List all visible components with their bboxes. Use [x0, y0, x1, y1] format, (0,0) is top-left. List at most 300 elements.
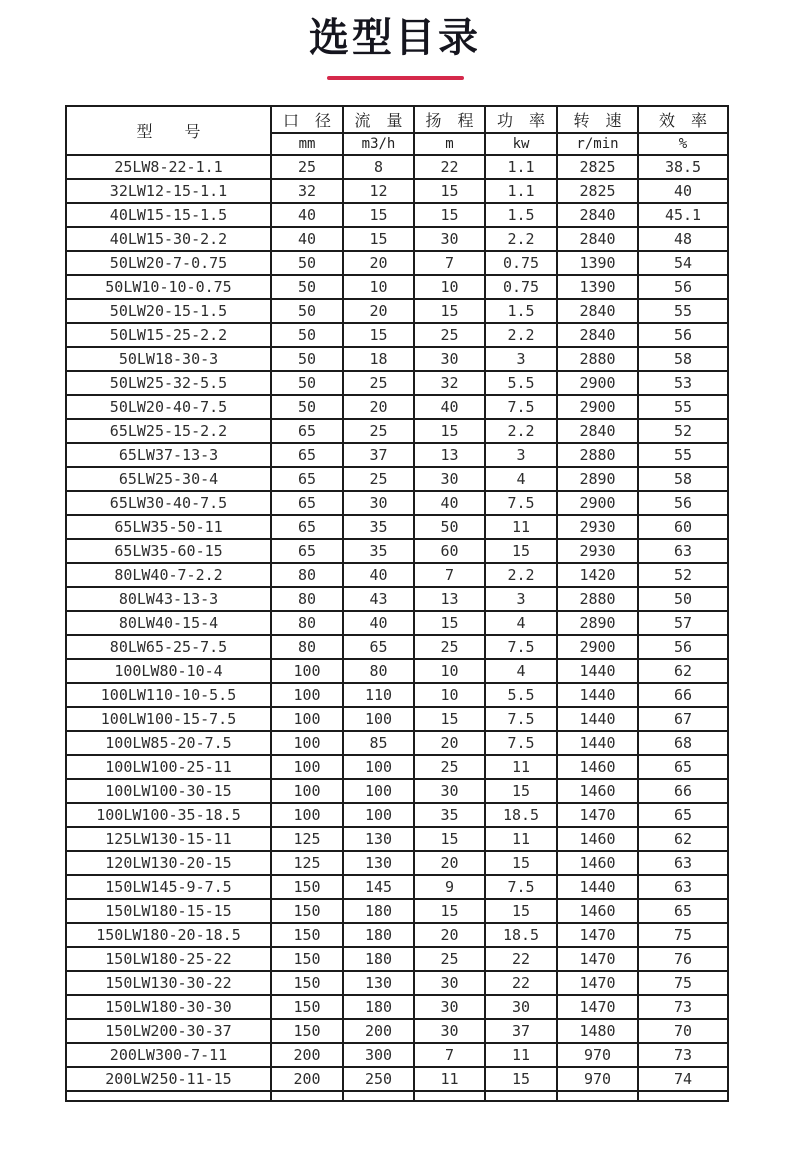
- table-row: [66, 851, 728, 875]
- cell-efficiency: 63: [638, 875, 728, 899]
- cell-efficiency: 58: [638, 467, 728, 491]
- table-row: [66, 875, 728, 899]
- cell-efficiency: 52: [638, 419, 728, 443]
- cell-head: 25: [414, 323, 485, 347]
- cell-head: 20: [414, 923, 485, 947]
- cell-efficiency: 65: [638, 803, 728, 827]
- cell-head: 10: [414, 683, 485, 707]
- table-row: [66, 371, 728, 395]
- cell-power: 0.75: [485, 275, 557, 299]
- cell-flow: 145: [343, 875, 414, 899]
- cell-efficiency: 66: [638, 683, 728, 707]
- cell-power: 4: [485, 467, 557, 491]
- table-row: [66, 443, 728, 467]
- cell-flow: 80: [343, 659, 414, 683]
- cell-efficiency: 63: [638, 539, 728, 563]
- cell-model: 100LW80-10-4: [66, 659, 271, 683]
- cell-diameter: 150: [271, 995, 343, 1019]
- table-row: [66, 611, 728, 635]
- cell-efficiency: 65: [638, 755, 728, 779]
- cell-model: 50LW15-25-2.2: [66, 323, 271, 347]
- cell-head: 30: [414, 467, 485, 491]
- cell-speed: 1470: [557, 995, 638, 1019]
- cell-efficiency: 75: [638, 923, 728, 947]
- table-row: [66, 299, 728, 323]
- cell-efficiency: 62: [638, 659, 728, 683]
- cell-efficiency: 73: [638, 1043, 728, 1067]
- cell-speed: 1440: [557, 875, 638, 899]
- cell-head: 13: [414, 443, 485, 467]
- cell-flow: 110: [343, 683, 414, 707]
- cell-head: 25: [414, 635, 485, 659]
- cell-flow: 85: [343, 731, 414, 755]
- cell-power: 15: [485, 779, 557, 803]
- cell-efficiency: 54: [638, 251, 728, 275]
- cell-speed: 2840: [557, 323, 638, 347]
- cell: [638, 1091, 728, 1101]
- cell-flow: 25: [343, 371, 414, 395]
- cell-model: 50LW20-40-7.5: [66, 395, 271, 419]
- cell-power: 37: [485, 1019, 557, 1043]
- cell-flow: 43: [343, 587, 414, 611]
- table-row: [66, 251, 728, 275]
- cell-flow: 15: [343, 203, 414, 227]
- cell-diameter: 80: [271, 563, 343, 587]
- cell-power: 1.5: [485, 299, 557, 323]
- cell-head: 15: [414, 179, 485, 203]
- cell-head: 15: [414, 611, 485, 635]
- cell-efficiency: 55: [638, 299, 728, 323]
- cell-speed: 2900: [557, 635, 638, 659]
- cell-head: 7: [414, 1043, 485, 1067]
- table-row: [66, 635, 728, 659]
- table-row: [66, 563, 728, 587]
- cell-power: 15: [485, 851, 557, 875]
- cell-model: 50LW20-15-1.5: [66, 299, 271, 323]
- cell-model: 100LW85-20-7.5: [66, 731, 271, 755]
- table-row: [66, 275, 728, 299]
- cell-speed: 1470: [557, 923, 638, 947]
- cell-power: 4: [485, 611, 557, 635]
- cell-flow: 18: [343, 347, 414, 371]
- cell-flow: 250: [343, 1067, 414, 1091]
- table-row: [66, 827, 728, 851]
- cell-diameter: 65: [271, 467, 343, 491]
- cell-head: 40: [414, 491, 485, 515]
- cell-flow: 180: [343, 923, 414, 947]
- cell-efficiency: 66: [638, 779, 728, 803]
- cell-speed: 1460: [557, 899, 638, 923]
- cell-efficiency: 55: [638, 443, 728, 467]
- cell-flow: 65: [343, 635, 414, 659]
- cell-speed: 2840: [557, 419, 638, 443]
- cell-flow: 30: [343, 491, 414, 515]
- cell-head: 30: [414, 1019, 485, 1043]
- cell-speed: 2825: [557, 155, 638, 179]
- cell-speed: 2900: [557, 395, 638, 419]
- cell-speed: 2930: [557, 515, 638, 539]
- cell-diameter: 80: [271, 611, 343, 635]
- cell-head: 15: [414, 299, 485, 323]
- column-header-diameter: 口 径: [271, 106, 343, 133]
- cell-speed: 2930: [557, 539, 638, 563]
- cell-head: 15: [414, 827, 485, 851]
- cell-diameter: 32: [271, 179, 343, 203]
- cell-head: 10: [414, 275, 485, 299]
- cell-flow: 15: [343, 323, 414, 347]
- cell-efficiency: 38.5: [638, 155, 728, 179]
- cell-model: 65LW35-60-15: [66, 539, 271, 563]
- cell-speed: 2840: [557, 203, 638, 227]
- cell-speed: 2825: [557, 179, 638, 203]
- cell-efficiency: 65: [638, 899, 728, 923]
- cell-speed: 2900: [557, 371, 638, 395]
- cell-model: 120LW130-20-15: [66, 851, 271, 875]
- cell-flow: 130: [343, 851, 414, 875]
- cell-diameter: 200: [271, 1067, 343, 1091]
- cell-power: 7.5: [485, 491, 557, 515]
- cell: [271, 1091, 343, 1101]
- table-row: [66, 995, 728, 1019]
- cell-power: 11: [485, 1043, 557, 1067]
- cell-flow: 35: [343, 539, 414, 563]
- cell-head: 22: [414, 155, 485, 179]
- unit-flow: m3/h: [343, 133, 414, 155]
- column-header-model: 型 号: [66, 106, 271, 155]
- cell-diameter: 150: [271, 971, 343, 995]
- cell-efficiency: 56: [638, 275, 728, 299]
- table-row: [66, 923, 728, 947]
- table-row: [66, 227, 728, 251]
- cell-model: 65LW25-30-4: [66, 467, 271, 491]
- cell-diameter: 125: [271, 827, 343, 851]
- table-row: [66, 971, 728, 995]
- cell-head: 15: [414, 899, 485, 923]
- cell-efficiency: 76: [638, 947, 728, 971]
- cell-diameter: 200: [271, 1043, 343, 1067]
- cell-diameter: 150: [271, 947, 343, 971]
- table-row: [66, 179, 728, 203]
- cell-model: 100LW100-35-18.5: [66, 803, 271, 827]
- cell-model: 100LW100-30-15: [66, 779, 271, 803]
- cell-speed: 2880: [557, 443, 638, 467]
- cell-head: 30: [414, 227, 485, 251]
- cell-efficiency: 68: [638, 731, 728, 755]
- unit-speed: r/min: [557, 133, 638, 155]
- cell-power: 0.75: [485, 251, 557, 275]
- cell-flow: 20: [343, 251, 414, 275]
- cell-model: 150LW130-30-22: [66, 971, 271, 995]
- cell-flow: 35: [343, 515, 414, 539]
- cell-model: 150LW145-9-7.5: [66, 875, 271, 899]
- cell-diameter: 100: [271, 755, 343, 779]
- cell-diameter: 65: [271, 515, 343, 539]
- cell-flow: 8: [343, 155, 414, 179]
- cell-flow: 100: [343, 779, 414, 803]
- cell-power: 18.5: [485, 803, 557, 827]
- cell-flow: 40: [343, 611, 414, 635]
- cell-model: 125LW130-15-11: [66, 827, 271, 851]
- cell-efficiency: 60: [638, 515, 728, 539]
- cell-diameter: 100: [271, 683, 343, 707]
- cell-head: 20: [414, 851, 485, 875]
- cell-speed: 1440: [557, 707, 638, 731]
- cell-efficiency: 48: [638, 227, 728, 251]
- column-header-speed: 转 速: [557, 106, 638, 133]
- cell-speed: 2890: [557, 467, 638, 491]
- cell-speed: 1440: [557, 683, 638, 707]
- table-row: [66, 659, 728, 683]
- cell-diameter: 65: [271, 491, 343, 515]
- cell-efficiency: 40: [638, 179, 728, 203]
- unit-diameter: mm: [271, 133, 343, 155]
- cell-model: 32LW12-15-1.1: [66, 179, 271, 203]
- cell-speed: 970: [557, 1067, 638, 1091]
- cell-power: 2.2: [485, 323, 557, 347]
- cell-diameter: 50: [271, 395, 343, 419]
- cell-power: 7.5: [485, 395, 557, 419]
- cell-head: 25: [414, 947, 485, 971]
- cell-head: 15: [414, 203, 485, 227]
- cell-head: 30: [414, 995, 485, 1019]
- cell-flow: 12: [343, 179, 414, 203]
- cell-efficiency: 55: [638, 395, 728, 419]
- cell-power: 3: [485, 347, 557, 371]
- cell-efficiency: 57: [638, 611, 728, 635]
- cell-model: 80LW43-13-3: [66, 587, 271, 611]
- cell-head: 30: [414, 347, 485, 371]
- table-row: [66, 155, 728, 179]
- cell-speed: 970: [557, 1043, 638, 1067]
- cell-diameter: 100: [271, 803, 343, 827]
- cell-model: 25LW8-22-1.1: [66, 155, 271, 179]
- cell-flow: 200: [343, 1019, 414, 1043]
- cell-efficiency: 53: [638, 371, 728, 395]
- cell-power: 3: [485, 587, 557, 611]
- table-row: [66, 1067, 728, 1091]
- table-row: [66, 419, 728, 443]
- cell-flow: 40: [343, 563, 414, 587]
- cell-head: 13: [414, 587, 485, 611]
- cell-power: 7.5: [485, 731, 557, 755]
- cell-speed: 1470: [557, 971, 638, 995]
- cell-flow: 20: [343, 299, 414, 323]
- cell-speed: 2840: [557, 299, 638, 323]
- cell-diameter: 100: [271, 659, 343, 683]
- cell-model: 150LW180-25-22: [66, 947, 271, 971]
- cell-power: 11: [485, 827, 557, 851]
- cell-diameter: 100: [271, 707, 343, 731]
- cell-diameter: 50: [271, 323, 343, 347]
- cell: [343, 1091, 414, 1101]
- cell: [414, 1091, 485, 1101]
- cell-diameter: 50: [271, 299, 343, 323]
- cell-model: 40LW15-15-1.5: [66, 203, 271, 227]
- cell-flow: 25: [343, 467, 414, 491]
- cell-model: 80LW40-7-2.2: [66, 563, 271, 587]
- table-row: [66, 1043, 728, 1067]
- table-row: [66, 1019, 728, 1043]
- cell-power: 2.2: [485, 563, 557, 587]
- cell-diameter: 65: [271, 419, 343, 443]
- cell-diameter: 65: [271, 539, 343, 563]
- unit-head: m: [414, 133, 485, 155]
- cell-speed: 1480: [557, 1019, 638, 1043]
- cell-efficiency: 56: [638, 323, 728, 347]
- cell-power: 4: [485, 659, 557, 683]
- table-row-cutoff: [66, 1091, 728, 1101]
- table-row: [66, 755, 728, 779]
- cell-power: 2.2: [485, 227, 557, 251]
- cell-power: 7.5: [485, 875, 557, 899]
- cell-head: 10: [414, 659, 485, 683]
- selection-table: [65, 105, 729, 1102]
- cell-speed: 2900: [557, 491, 638, 515]
- cell-flow: 37: [343, 443, 414, 467]
- cell-flow: 300: [343, 1043, 414, 1067]
- cell-model: 65LW35-50-11: [66, 515, 271, 539]
- cell-efficiency: 63: [638, 851, 728, 875]
- cell-power: 3: [485, 443, 557, 467]
- table-row: [66, 707, 728, 731]
- cell-model: 200LW250-11-15: [66, 1067, 271, 1091]
- cell-model: 50LW25-32-5.5: [66, 371, 271, 395]
- cell-flow: 20: [343, 395, 414, 419]
- column-header-efficiency: 效 率: [638, 106, 728, 133]
- cell-power: 11: [485, 755, 557, 779]
- page-title: 选型目录: [309, 16, 481, 60]
- cell-diameter: 65: [271, 443, 343, 467]
- cell-diameter: 100: [271, 731, 343, 755]
- cell-model: 40LW15-30-2.2: [66, 227, 271, 251]
- cell-power: 22: [485, 947, 557, 971]
- cell-efficiency: 70: [638, 1019, 728, 1043]
- cell-model: 50LW10-10-0.75: [66, 275, 271, 299]
- cell-head: 60: [414, 539, 485, 563]
- cell-power: 7.5: [485, 635, 557, 659]
- cell-efficiency: 56: [638, 491, 728, 515]
- cell-efficiency: 75: [638, 971, 728, 995]
- cell-power: 15: [485, 539, 557, 563]
- table-row: [66, 203, 728, 227]
- cell-model: 150LW180-20-18.5: [66, 923, 271, 947]
- cell-head: 30: [414, 971, 485, 995]
- cell-flow: 130: [343, 827, 414, 851]
- unit-efficiency: %: [638, 133, 728, 155]
- cell-head: 15: [414, 707, 485, 731]
- cell-diameter: 150: [271, 1019, 343, 1043]
- cell-model: 65LW25-15-2.2: [66, 419, 271, 443]
- cell-model: 80LW40-15-4: [66, 611, 271, 635]
- cell-diameter: 25: [271, 155, 343, 179]
- cell-power: 1.5: [485, 203, 557, 227]
- cell: [557, 1091, 638, 1101]
- table-row: [66, 347, 728, 371]
- cell-diameter: 150: [271, 875, 343, 899]
- cell-head: 50: [414, 515, 485, 539]
- cell-power: 22: [485, 971, 557, 995]
- cell-diameter: 125: [271, 851, 343, 875]
- cell-speed: 1390: [557, 275, 638, 299]
- cell-speed: 1470: [557, 947, 638, 971]
- cell-model: 150LW180-30-30: [66, 995, 271, 1019]
- table-row: [66, 515, 728, 539]
- cell-head: 30: [414, 779, 485, 803]
- cell-efficiency: 58: [638, 347, 728, 371]
- cell-diameter: 100: [271, 779, 343, 803]
- cell-speed: 1420: [557, 563, 638, 587]
- cell-power: 7.5: [485, 707, 557, 731]
- cell-flow: 10: [343, 275, 414, 299]
- cell-power: 30: [485, 995, 557, 1019]
- table-row: [66, 899, 728, 923]
- cell-efficiency: 45.1: [638, 203, 728, 227]
- cell-power: 5.5: [485, 683, 557, 707]
- cell-flow: 25: [343, 419, 414, 443]
- cell-efficiency: 67: [638, 707, 728, 731]
- unit-power: kw: [485, 133, 557, 155]
- table-row: [66, 491, 728, 515]
- cell: [66, 1091, 271, 1101]
- cell-head: 20: [414, 731, 485, 755]
- cell-efficiency: 52: [638, 563, 728, 587]
- cell-speed: 2840: [557, 227, 638, 251]
- cell-efficiency: 73: [638, 995, 728, 1019]
- cell-speed: 1460: [557, 827, 638, 851]
- cell-diameter: 50: [271, 371, 343, 395]
- cell-flow: 180: [343, 995, 414, 1019]
- table-row: [66, 731, 728, 755]
- cell-efficiency: 74: [638, 1067, 728, 1091]
- cell-flow: 180: [343, 947, 414, 971]
- cell-head: 7: [414, 563, 485, 587]
- cell-model: 100LW100-25-11: [66, 755, 271, 779]
- cell-speed: 1460: [557, 779, 638, 803]
- cell-speed: 2880: [557, 587, 638, 611]
- cell-model: 65LW30-40-7.5: [66, 491, 271, 515]
- cell-diameter: 80: [271, 635, 343, 659]
- cell-model: 100LW110-10-5.5: [66, 683, 271, 707]
- table-row: [66, 683, 728, 707]
- cell-speed: 1470: [557, 803, 638, 827]
- cell-flow: 100: [343, 707, 414, 731]
- table-row: [66, 803, 728, 827]
- cell-speed: 2890: [557, 611, 638, 635]
- cell-speed: 2880: [557, 347, 638, 371]
- cell-head: 7: [414, 251, 485, 275]
- title-underline: [327, 76, 464, 80]
- cell-speed: 1460: [557, 755, 638, 779]
- cell-flow: 100: [343, 803, 414, 827]
- cell-speed: 1390: [557, 251, 638, 275]
- cell-head: 9: [414, 875, 485, 899]
- table-row: [66, 395, 728, 419]
- column-header-flow: 流 量: [343, 106, 414, 133]
- cell-diameter: 80: [271, 587, 343, 611]
- cell-diameter: 50: [271, 251, 343, 275]
- table-row: [66, 779, 728, 803]
- table-header: [66, 106, 728, 155]
- cell-diameter: 40: [271, 203, 343, 227]
- table-row: [66, 467, 728, 491]
- cell-head: 40: [414, 395, 485, 419]
- cell-model: 200LW300-7-11: [66, 1043, 271, 1067]
- table-body: [66, 155, 728, 1101]
- table-row: [66, 323, 728, 347]
- table-row: [66, 539, 728, 563]
- cell-head: 11: [414, 1067, 485, 1091]
- cell-diameter: 150: [271, 923, 343, 947]
